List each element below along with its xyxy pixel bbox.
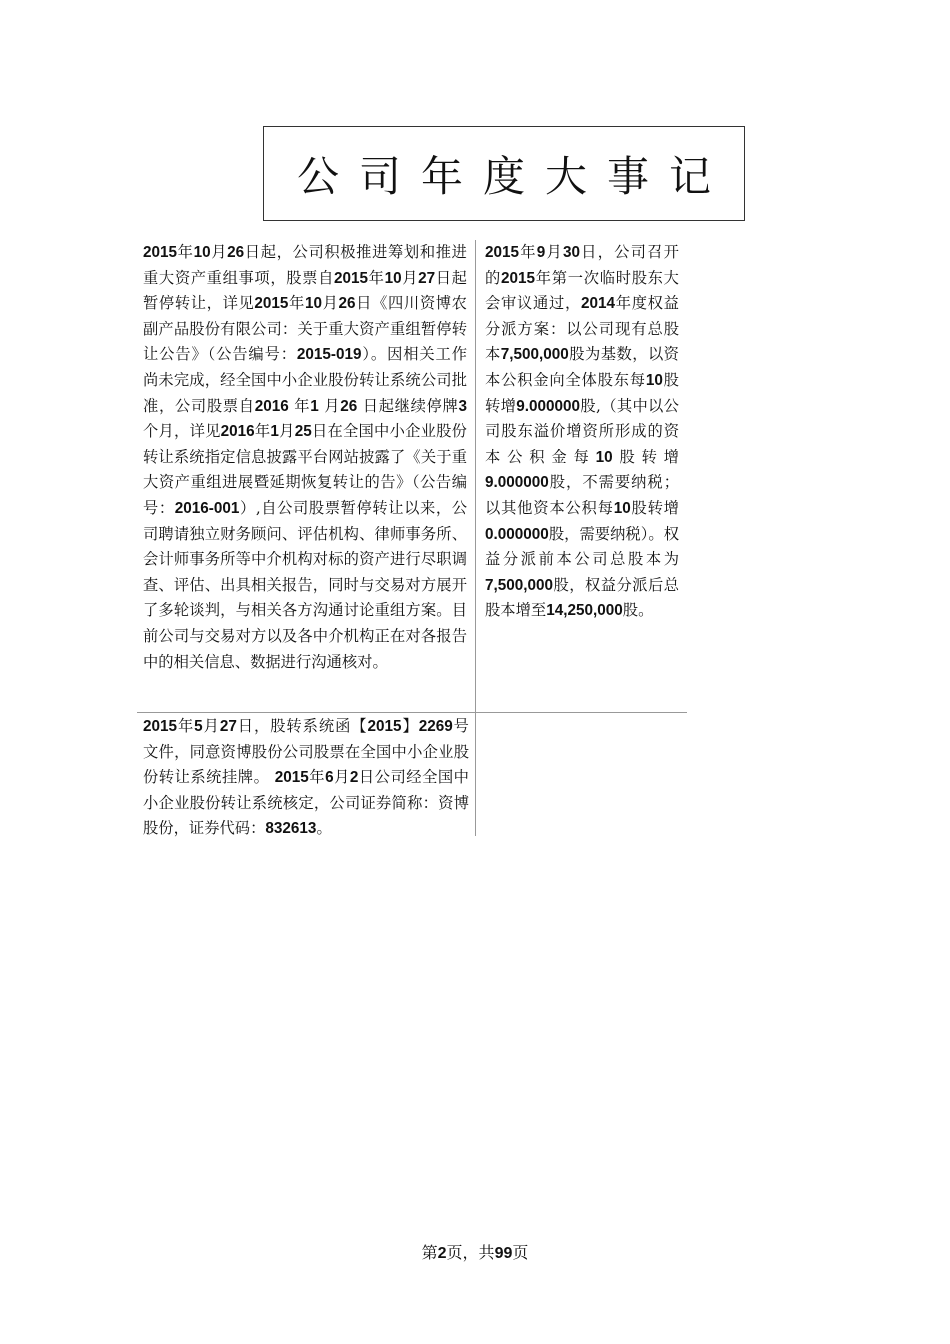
- page-number: 第2页，共99页: [421, 1243, 529, 1262]
- event-cell-listing: 2015年5月27日，股转系统函【2015】2269号文件，同意资博股份公司股票在全国中小企业股份转让系统挂牌。 2015年6月2日公司经全国中小企业股份转让系统核定，公司证券简称：资博股份，证券代码：832613。: [143, 717, 469, 838]
- page-title: 公司年度大事记: [296, 151, 731, 201]
- title-box: [263, 126, 745, 221]
- table-divider-vertical: [475, 240, 476, 836]
- table-divider-horizontal: [137, 712, 687, 713]
- event-cell-restructuring: 2015年10月26日起，公司积极推进筹划和推进重大资产重组事项，股票自2015年10月27日起暂停转让，详见2015年10月26日《四川资博农副产品股份有限公司：关于重大资产重组暂停转让公告》（公告编号：2015-019）。因相关工作尚未完成，经全国中小企业股份转让系统公司批准，公司股票自2016 年1 月26 日起继续停牌3 个月，详见2016年1月25日在全国中小企业股份转让系统指定信息披露平台网站披露了《关于重大资产重组进展暨延期恢复转让的告》（公告编号：2016-001）,自公司股票暂停转让以来，公司聘请独立财务顾问、评估机构、律师事务所、会计师事务所等中介机构对标的资产进行尽职调查、评估、出具相关报告，同时与交易对方展开了多轮谈判，与相关各方沟通讨论重组方案。目前公司与交易对方以及各中介机构正在对各报告中的相关信息、数据进行沟通核对。: [143, 243, 467, 671]
- event-cell-dividend: 2015年9月30日，公司召开的2015年第一次临时股东大会审议通过，2014年度权益分派方案：以公司现有总股本7,500,000股为基数，以资本公积金向全体股东每10股转增9.000000股,（其中以公司股东溢价增资所形成的资本公积金每10股转增9.000000股，不需要纳税；以其他资本公积每10股转增0.000000股，需要纳税）。权益分派前本公司总股本为7,500,000股，权益分派后总股本增至14,250,000股。: [485, 243, 679, 620]
